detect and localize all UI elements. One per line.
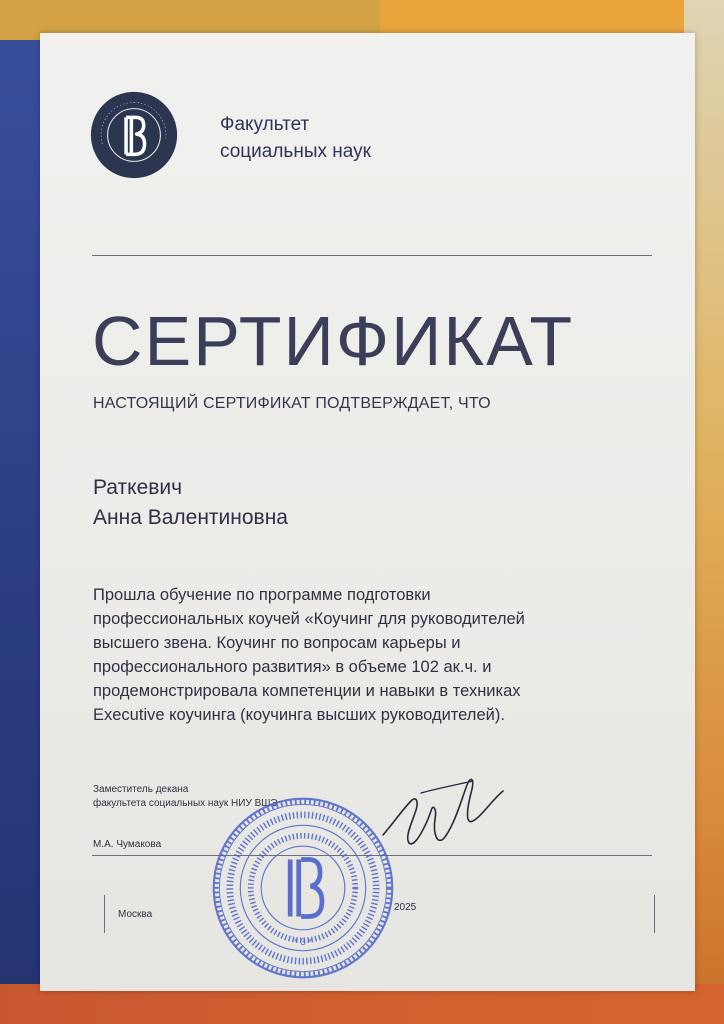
recipient-given-names: Анна Валентиновна xyxy=(93,506,288,529)
body-line: высшего звена. Коучинг по вопросам карьеры и xyxy=(93,634,461,652)
body-line: профессионального развития» в объеме 102 ак.ч. и xyxy=(93,658,492,676)
body-line: продемонстрировала компетенции и навыки в техниках xyxy=(93,682,521,700)
faculty-line-1: Факультет xyxy=(220,114,310,135)
recipient-name xyxy=(93,473,288,533)
header-divider xyxy=(92,255,652,256)
body-line: Executive коучинга (коучинга высших руководителей). xyxy=(93,706,505,724)
issue-year: 2025 xyxy=(394,902,417,913)
hse-seal-stamp-icon xyxy=(208,793,398,983)
faculty-name xyxy=(220,111,371,165)
certificate-body xyxy=(93,583,653,727)
signer-position-line-1: Заместитель декана xyxy=(93,784,189,795)
certificate-confirms-text: НАСТОЯЩИЙ СЕРТИФИКАТ ПОДТВЕРЖДАЕТ, ЧТО xyxy=(93,395,491,412)
svg-text:* 3 *: * 3 * xyxy=(294,937,312,948)
footer-left-tick xyxy=(104,895,105,933)
signer-position-line-2: факультета социальных наук НИУ ВШЭ xyxy=(93,798,278,809)
footer-right-tick xyxy=(654,895,655,933)
certificate-title: СЕРТИФИКАТ xyxy=(92,302,575,380)
hse-logo-icon xyxy=(90,91,178,179)
faculty-line-2: социальных наук xyxy=(220,141,371,162)
body-line: Прошла обучение по программе подготовки xyxy=(93,586,431,604)
signer-name: М.А. Чумакова xyxy=(93,839,162,850)
certificate-sheet xyxy=(40,33,695,991)
recipient-surname: Раткевич xyxy=(93,476,183,499)
issue-city: Москва xyxy=(118,909,153,920)
body-line: профессиональных коучей «Коучинг для руководителей xyxy=(93,610,525,628)
